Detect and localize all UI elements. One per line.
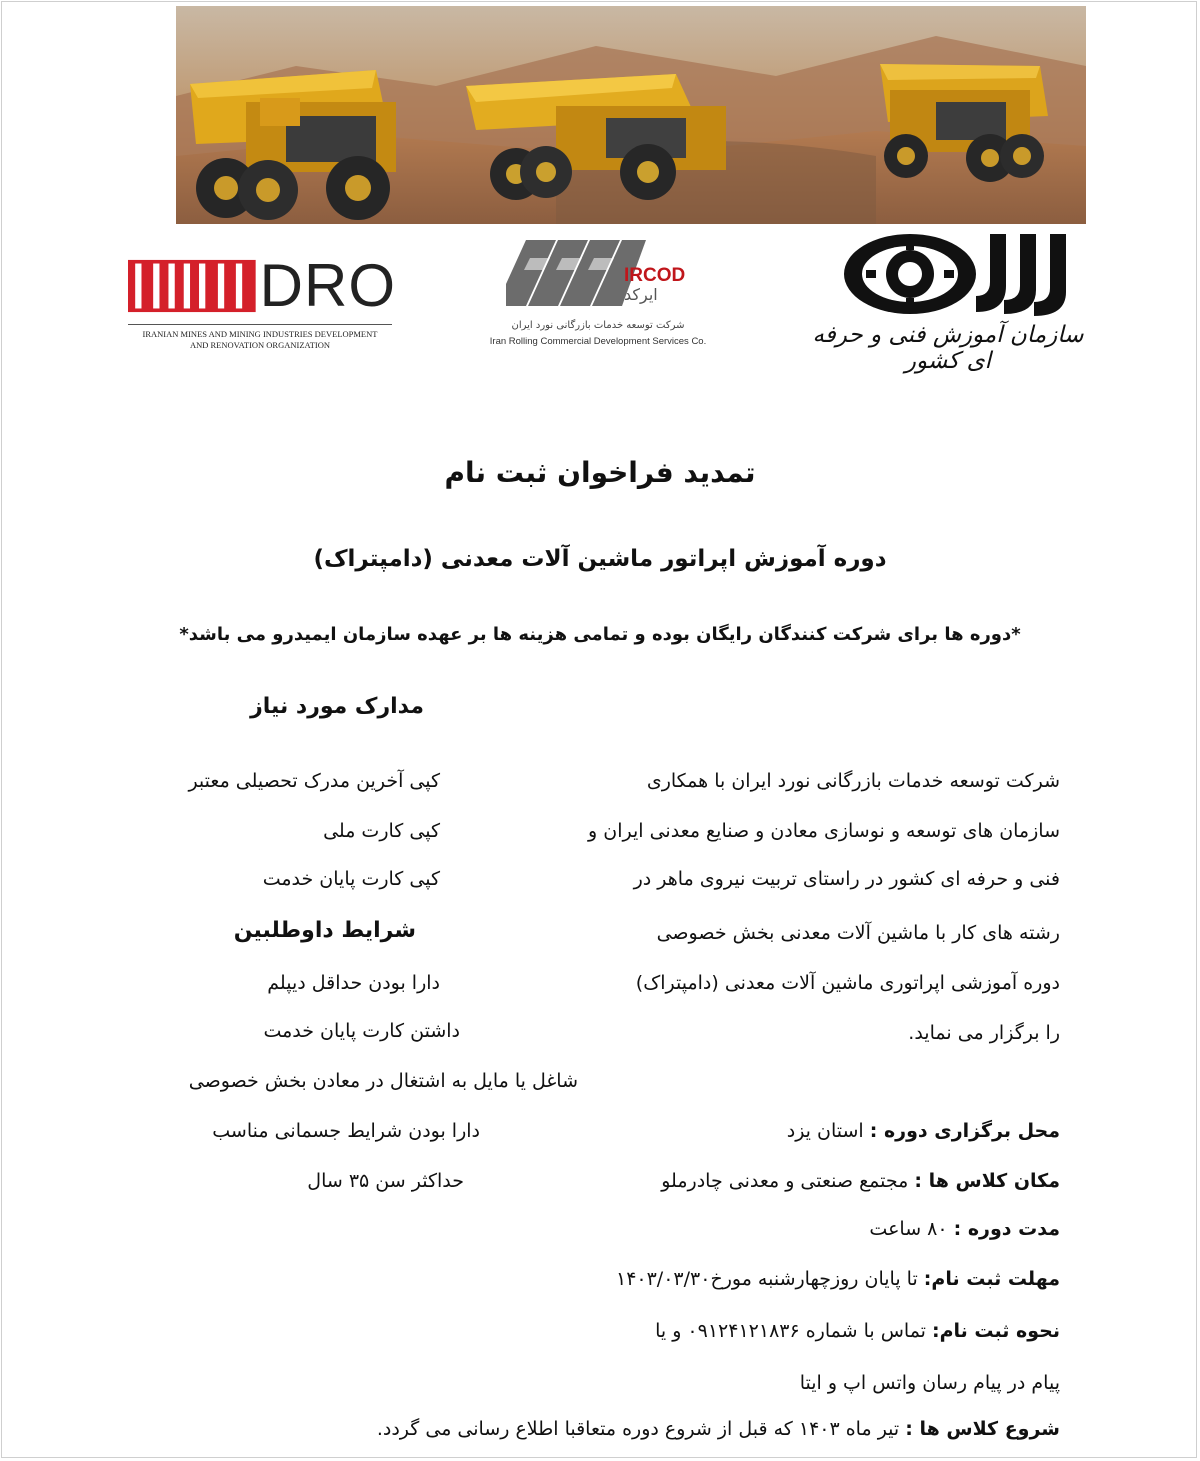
detail-value: تماس با شماره ۰۹۱۲۴۱۲۱۸۳۶ و یا [655,1320,926,1342]
free-course-notice: *دوره ها برای شرکت کنندگان رایگان بوده و تمامی هزینه ها بر عهده سازمان ایمیدرو می باشد* [179,624,1021,645]
detail-duration [869,1218,1060,1240]
gear-icon [836,226,1068,318]
condition-item: دارا بودن حداقل دیپلم [267,972,440,994]
detail-label: شروع کلاس ها : [905,1418,1060,1440]
imidro-bars-icon [128,257,256,315]
intro-line: دوره آموزشی اپراتوری ماشین آلات معدنی (دامپتراک) [635,972,1060,994]
document-item: کپی کارت پایان خدمت [262,868,440,890]
ircod-company-en: Iran Rolling Commercial Development Services Co. [489,336,707,347]
detail-label: مهلت ثبت نام: [923,1268,1060,1290]
ircod-wordmark: IRCOD [624,265,686,286]
condition-item: دارا بودن شرایط جسمانی مناسب [212,1120,480,1142]
detail-label: مدت دوره : [953,1218,1060,1240]
detail-location [787,1120,1060,1142]
course-title: دوره آموزش اپراتور ماشین آلات معدنی (دامپتراک) [313,546,887,572]
intro-line: شرکت توسعه خدمات بازرگانی نورد ایران با همکاری [646,770,1060,792]
conditions-heading: شرایط داوطلبین [233,918,416,943]
detail-method [655,1320,1060,1342]
detail-label: مکان کلاس ها : [914,1170,1060,1192]
intro-line: سازمان های توسعه و نوسازی معادن و صنایع معدنی ایران و [588,820,1060,842]
tvto-logo [812,226,1084,374]
ircod-company-fa: شرکت توسعه خدمات بازرگانی نورد ایران [511,320,685,331]
imidro-subtitle: IRANIAN MINES AND MINING INDUSTRIES DEVELOPMENT AND RENOVATION ORGANIZATION [128,324,392,351]
detail-value: استان یزد [786,1120,864,1142]
condition-item: شاغل یا مایل به اشتغال در معادن بخش خصوصی [188,1070,578,1092]
condition-item: داشتن کارت پایان خدمت [263,1020,460,1042]
intro-line: فنی و حرفه ای کشور در راستای تربیت نیروی ماهر در [633,868,1060,890]
imidro-logo [128,254,396,354]
detail-deadline [616,1268,1060,1290]
banner-image-mining-trucks [176,6,1086,224]
detail-value: تیر ماه ۱۴۰۳ که قبل از شروع دوره متعاقبا اطلاع رسانی می گردد. [376,1418,900,1440]
documents-heading: مدارک مورد نیاز [250,694,424,719]
imidro-wordmark: DRO [259,252,396,319]
detail-method-continued: پیام در پیام رسان واتس اپ و ایتا [799,1372,1060,1394]
detail-start [377,1418,1060,1440]
detail-venue [661,1170,1060,1192]
document-item: کپی آخرین مدرک تحصیلی معتبر [188,770,440,792]
tvto-wordmark: سازمان آموزش فنی و حرفه ای کشور [812,322,1084,374]
intro-line: رشته های کار با ماشین آلات معدنی بخش خصوصی [656,922,1060,944]
detail-value: مجتمع صنعتی و معدنی چادرملو [661,1170,909,1192]
ircod-logo [462,240,734,352]
detail-value: ۸۰ ساعت [869,1218,948,1240]
detail-label: نحوه ثبت نام: [932,1320,1060,1342]
page-title: تمدید فراخوان ثبت نام [444,456,756,489]
detail-label: محل برگزاری دوره : [869,1120,1060,1142]
detail-value: تا پایان روزچهارشنبه مورخ۱۴۰۳/۰۳/۳۰ [615,1268,918,1290]
condition-item: حداکثر سن ۳۵ سال [307,1170,464,1192]
intro-line: را برگزار می نماید. [908,1022,1060,1044]
ircod-wordmark-fa: ایرکد [624,285,658,304]
document-item: کپی کارت ملی [323,820,440,842]
